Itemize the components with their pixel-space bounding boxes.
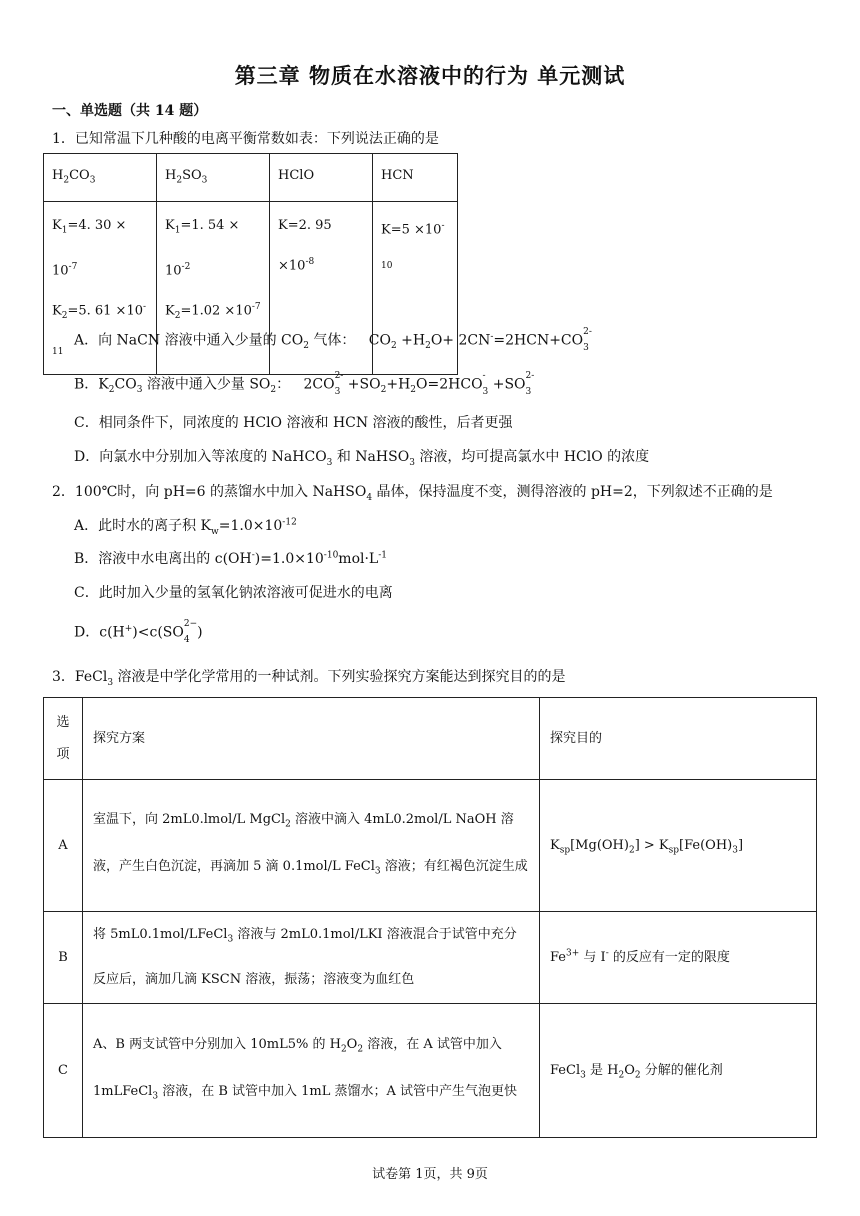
q2-option-d: D．$c(H^+)<c(SO^{2-}$ $_4$ ) <box>74 619 203 645</box>
question-1-stem: 1．已知常温下几种酸的电离平衡常数如表：下列说法正确的是 <box>52 131 439 147</box>
page-title: 第三章 物质在水溶液中的行为 单元测试 <box>234 64 626 88</box>
q1-option-c: C．相同条件下，同浓度的 HClO 溶液和 HCN 溶液的酸性，后者更强 <box>74 415 513 431</box>
q1-option-a: A．向 NaCN 溶液中通入少量的 $CO_2$ 气体： $CO_2 +H_2O+ 2CN^-=2HCN+CO^{2-}$ $_3$ <box>74 327 592 353</box>
q2-option-c: C．此时加入少量的氢氧化钠浓溶液可促进水的电离 <box>74 585 393 601</box>
row-c-plan: A、B 两支试管中分别加入 10mL5% 的 $H_2O_2$ 溶液，在 A 试管中加入 1mLFeCl$_3$ 溶液，在 B 试管中加入 1mL 蒸馏水；A 试管中产生气泡更快 <box>83 1004 540 1138</box>
header-plan: 探究方案 <box>83 698 540 780</box>
row-c-option: C <box>44 1004 83 1138</box>
question-3-stem: 3．FeCl$_3$ 溶液是中学化学常用的一种试剂。下列实验探究方案能达到探究目的的是 <box>52 669 566 688</box>
k-h2co3: $K_1=4$. $30 \times 10^{-7}$ $K_2=5$. $61 \times 10^{-11}$ <box>44 202 157 375</box>
q1-option-b: B．$K_2CO_3$ 溶液中通入少量 $SO_2$： $2CO^{2-}$ $_3 +SO_2+H_2O=2HCO^-$ $_3 +SO^{2-}$ $_3$ <box>74 371 535 397</box>
k-hcn: $K=5 \times 10^{-10}$ <box>373 202 458 375</box>
question-2-stem: 2．100℃时，向 pH=6 的蒸馏水中加入 NaHSO$_4$ 晶体，保持温度不变，测得溶液的 pH=2，下列叙述不正确的是 <box>52 484 773 503</box>
row-c-goal: FeCl$_3$ 是 $H_2O_2$ 分解的催化剂 <box>540 1004 817 1138</box>
row-a-goal: $K_{sp}[Mg(OH)_2] > K_{sp}[Fe(OH)_3]$ <box>540 780 817 912</box>
header-option: 选 项 <box>44 698 83 780</box>
k-hclo: K=2. $95 \times 10^{-8}$ <box>270 202 373 375</box>
q2-option-b: B．溶液中水电离出的 $c(OH^-)=1.0\times 10^{-10}mol\cdot L^{-1}$ <box>74 550 388 567</box>
q1-option-d: D．向氯水中分别加入等浓度的 NaHCO$_3$ 和 NaHSO$_3$ 溶液，均可提高氯水中 HClO 的浓度 <box>74 449 650 468</box>
header-goal: 探究目的 <box>540 698 817 780</box>
acid-h2co3: $H_2CO_3$ <box>44 154 157 202</box>
page-footer: 试卷第 1页，共 9页 <box>372 1167 488 1182</box>
row-a-option: A <box>44 780 83 912</box>
acid-hclo: HClO <box>270 154 373 202</box>
acid-h2so3: $H_2SO_3$ <box>157 154 270 202</box>
row-b-goal: $Fe^{3+}$ 与 I- 的反应有一定的限度 <box>540 912 817 1004</box>
q2-option-a: A．此时水的离子积 $K_w=1.0\times 10^{-12}$ <box>74 517 297 537</box>
k-h2so3: $K_1=1$. $54 \times 10^{-2}$ $K_2=1.02 \times 10^{-7}$ <box>157 202 270 375</box>
acid-hcn: HCN <box>373 154 458 202</box>
section-heading: 一、单选题（共 14 题） <box>52 103 208 119</box>
row-b-plan: 将 5mL0.1mol/LFeCl$_3$ 溶液与 2mL0.1mol/LKI 溶液混合于试管中充分反应后，滴加几滴 KSCN 溶液，振荡；溶液变为血红色 <box>83 912 540 1004</box>
experiment-table <box>43 697 817 1138</box>
row-a-plan: 室温下，向 2mL0.lmol/L MgCl$_2$ 溶液中滴入 4mL0.2mol/L NaOH 溶液，产生白色沉淀，再滴加 5 滴 0.1mol/L FeCl$_3$ 溶液；有红褐色沉淀生成 <box>83 780 540 912</box>
row-b-option: B <box>44 912 83 1004</box>
